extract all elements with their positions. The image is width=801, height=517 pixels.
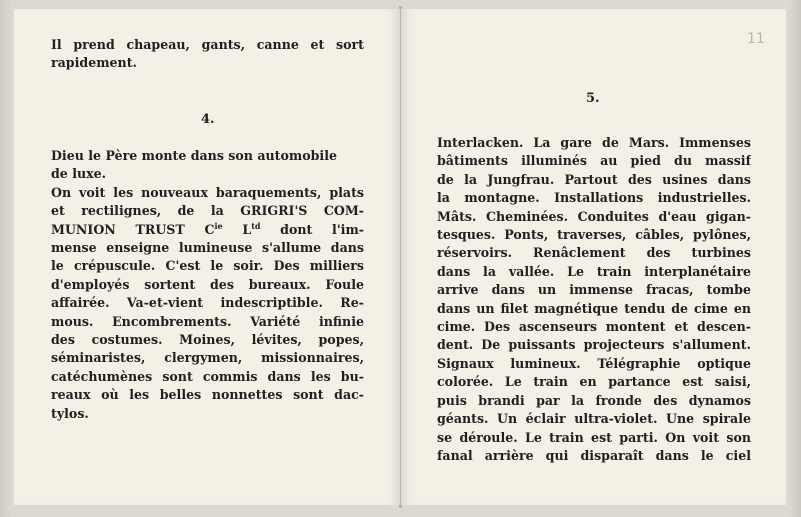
pencil-page-mark: 11 (747, 31, 765, 47)
text-line: de la Jungfrau. Partout des usines dans (437, 171, 751, 187)
text-line-company (51, 221, 364, 239)
text-line: Dieu le Père monte dans son automobile (51, 148, 337, 163)
company-abbrev-l-sup: td (251, 220, 261, 231)
company-line-rest: dont l'im- (280, 221, 364, 237)
text-line: le crépuscule. C'est le soir. Des milliers (51, 258, 364, 274)
text-line: dans un filet magnétique tendu de cime en (437, 300, 751, 316)
text-line: cime. Des ascenseurs montent et descen- (437, 319, 751, 335)
text-line: dans la vallée. Le train interplanétaire (437, 263, 751, 279)
text-line: tesques. Ponts, traverses, câbles, pylônes, (437, 227, 751, 243)
text-line: réservoirs. Renâclement des turbines (437, 245, 751, 261)
text-line: tylos. (51, 405, 89, 421)
section-number-5: 5. (586, 91, 600, 106)
text-line: géants. Un éclair ultra-violet. Une spirale (437, 411, 751, 427)
text-line: de luxe. (51, 166, 107, 182)
text-line: puis brandi par la fronde des dynamos (437, 392, 751, 408)
company-name: MUNION TRUST (51, 221, 185, 237)
company-abbrev-c-sup: ie (214, 220, 223, 231)
text-line: mous. Encombrements. Variété infinie (51, 313, 364, 329)
text-line: des costumes. Moines, lévites, popes, (51, 332, 364, 348)
left-top-paragraph (51, 36, 364, 73)
text-line: se déroule. Le train est parti. On voit son (437, 429, 751, 445)
text-line: Il prend chapeau, gants, canne et sort (51, 37, 364, 52)
right-page (401, 9, 786, 505)
text-line: Signaux lumineux. Télégraphie optique (437, 355, 751, 371)
text-line: reaux où les belles nonnettes sont dac- (51, 387, 364, 403)
text-line: séminaristes, clergymen, missionnaires, (51, 350, 364, 366)
text-line: On voit les nouveaux baraquements, plats (51, 184, 364, 200)
right-body-paragraph (437, 134, 751, 465)
text-line: arrive dans un immense fracas, tombe (437, 282, 751, 298)
text-line: Mâts. Cheminées. Conduites d'eau gigan- (437, 208, 751, 224)
text-line: affairée. Va-et-vient indescriptible. Re- (51, 295, 364, 311)
text-line: la montagne. Installations industrielles. (437, 190, 751, 206)
text-line: bâtiments illuminés au pied du massif (437, 153, 751, 169)
left-page (14, 9, 400, 505)
text-line: rapidement. (51, 55, 137, 71)
text-line: Interlacken. La gare de Mars. Immenses (437, 135, 751, 150)
text-line: d'employés sortent des bureaux. Foule (51, 276, 364, 292)
section-number-4: 4. (201, 112, 215, 127)
text-line: catéchumènes sont commis dans les bu- (51, 368, 364, 384)
text-line: colorée. Le train en partance est saisi, (437, 374, 751, 390)
text-line: fanal arrière qui disparaît dans le ciel (437, 447, 751, 463)
text-line: mense enseigne lumineuse s'allume dans (51, 240, 364, 256)
text-line: dent. De puissants projecteurs s'allument. (437, 337, 751, 353)
text-line: et rectilignes, de la GRIGRI'S COM- (51, 203, 364, 219)
company-abbrev-c: C (204, 221, 215, 237)
left-body-paragraph (51, 147, 364, 423)
company-abbrev-l: L (242, 221, 252, 237)
